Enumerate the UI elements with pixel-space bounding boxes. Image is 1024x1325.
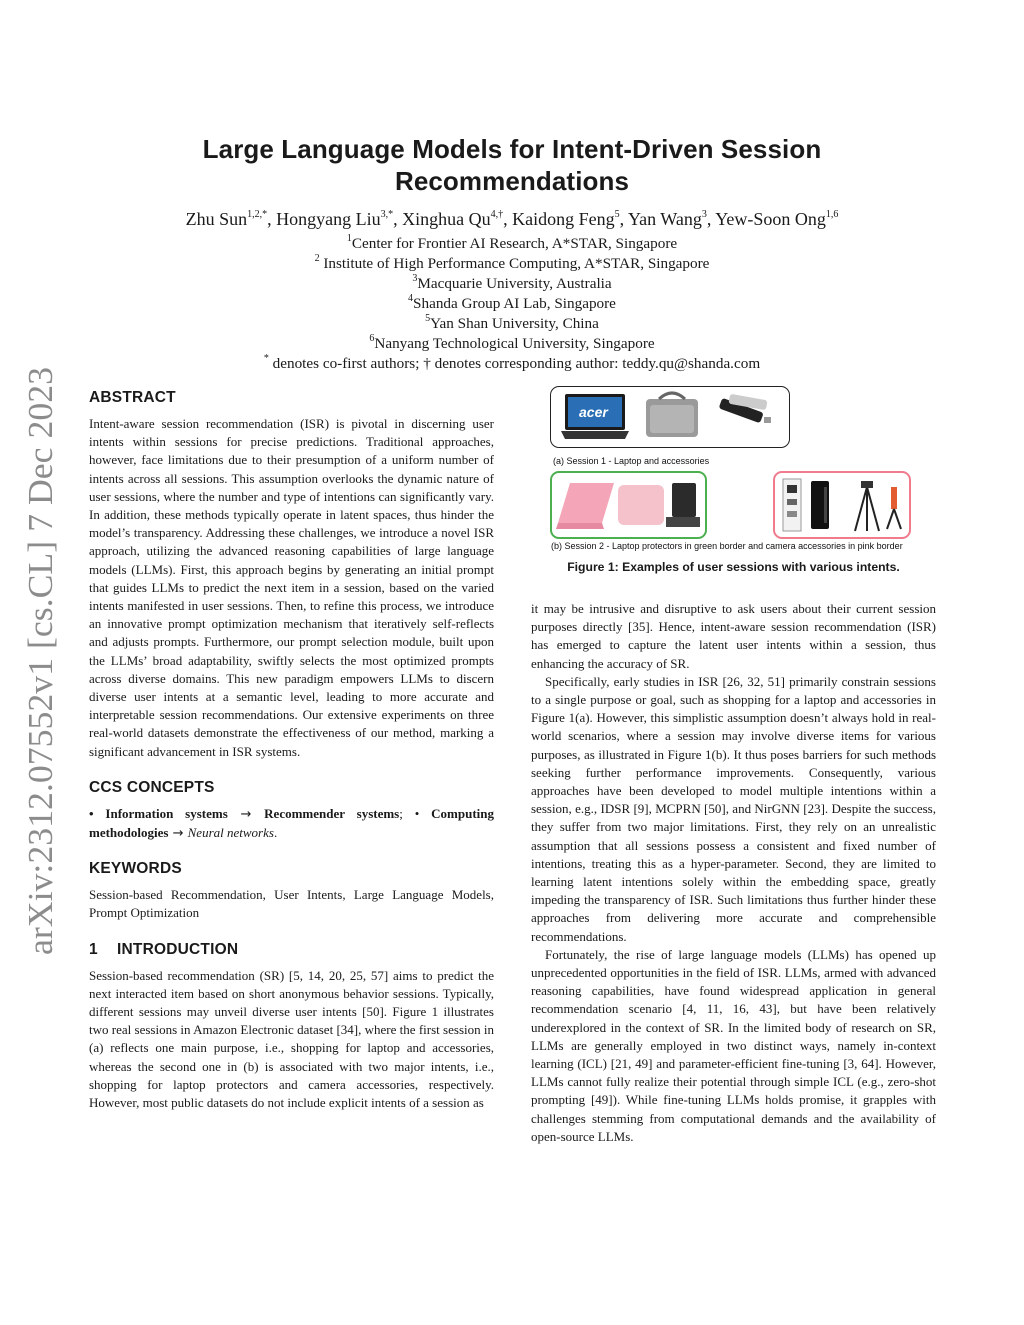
intro-paragraph-2: Specifically, early studies in ISR [26, 32, 51] primarily constrain sessions to a single purpose or goal, such as shopping for a laptop and accessories in Figure 1(a). However, this simplistic assumption doesn’t always hold in real-world scenarios, where a session may involve diverse items for various purposes, as illustrated in Figure 1(b). It thus poses barriers for such methods seeking further performance improvements. Consequently, various approaches have been developed to model multiple intentions within a session, e.g., IDSR [9], MCPRN [50], and NirGNN [23]. Despite the success, they suffer from two major limitations. First, they rely on an unrealistic assumption that all sessions possess a consistent and fixed number of intentions, treating this as a hyper-parameter. Second, they are limited to learning latent intentions solely within the embedding space, greatly impeding the transparency of ISR. Such limitations thus further hinder these approaches from delivering more accurate and comprehensible recommendations. bbox=[531, 673, 936, 944]
affiliation: $^4$Shanda Group AI Lab, Singapore bbox=[408, 292, 616, 312]
affiliation: $^2$ Institute of High Performance Computing, A*STAR, Singapore bbox=[314, 252, 710, 272]
laptop-protectors-panel bbox=[550, 471, 707, 539]
intro-heading: 1 INTRODUCTION bbox=[89, 940, 239, 958]
keywords-heading: KEYWORDS bbox=[89, 860, 182, 878]
keywords-text: Session-based Recommendation, User Intents, Large Language Models, Prompt Optimization bbox=[89, 887, 494, 921]
author-sup: 3 bbox=[701, 209, 707, 220]
author-sup: 1,6 bbox=[825, 209, 839, 220]
affiliation: $^5$Yan Shan University, China bbox=[425, 312, 599, 332]
external-drive-image bbox=[811, 481, 829, 529]
author: Xinghua Qu bbox=[402, 209, 491, 229]
mini-tripod-image bbox=[887, 487, 901, 529]
acer-logo-text: acer bbox=[579, 404, 608, 420]
ccs-concepts: • Information systems → Recommender systems; • Computing methodologies → Neural networks. bbox=[89, 805, 494, 842]
pink-laptop-case-image bbox=[556, 483, 614, 529]
figure-1 bbox=[531, 384, 936, 558]
ccs-heading: CCS CONCEPTS bbox=[89, 778, 215, 796]
session-1-panel bbox=[550, 386, 790, 448]
corresponding-note: * denotes co-first authors; † denotes corresponding author: teddy.qu@shanda.com bbox=[263, 352, 761, 372]
author: Yew-Soon Ong bbox=[715, 209, 826, 229]
affiliation: $^3$Macquarie University, Australia bbox=[412, 272, 612, 292]
affiliation: $^6$Nanyang Technological University, Singapore bbox=[369, 332, 655, 352]
author-sup: 1,2,* bbox=[247, 209, 268, 220]
intro-paragraph-3: Fortunately, the rise of large language models (LLMs) has opened up unprecedented opportunities in the field of ISR. LLMs, armed with advanced reasoning capabilities, have found widespread application in general recommendation scenario [4, 11, 16, 43], but have been relatively underexplored in the context of SR. In the limited body of research on SR, LLMs are generally employed in two distinct ways, namely in-context learning (ICL) [21, 49] and parameter-efficient fine-tuning [3, 64]. However, LLMs cannot fully realize their potential through simple ICL (e.g., zero-shot prompting [49]). While fine-tuning LLMs holds promise, it grapples with challenges stemming from computational demands and the availability of open-source LLMs. bbox=[531, 946, 936, 1144]
intro-paragraph-1-continued: it may be intrusive and disruptive to ask users about their current session purposes directly [35]. Hence, intent-aware session recommendation (ISR) has emerged to capture the latent user intents within a session, thus enhancing the accuracy of SR. bbox=[531, 601, 936, 671]
laptop-bag-image bbox=[646, 393, 698, 437]
affiliation: $^1$Center for Frontier AI Research, A*STAR, Singapore bbox=[346, 232, 678, 252]
author: Kaidong Feng bbox=[512, 209, 615, 229]
author: Hongyang Liu bbox=[276, 209, 381, 229]
author-sup: 4,† bbox=[490, 209, 504, 220]
right-column bbox=[531, 384, 936, 1146]
camera-accessories-panel bbox=[773, 471, 911, 539]
figure-caption: Figure 1: Examples of user sessions with various intents. bbox=[567, 560, 900, 574]
laptop-image bbox=[561, 394, 629, 439]
left-column bbox=[89, 384, 494, 1112]
session-1-caption: (a) Session 1 - Laptop and accessories bbox=[553, 456, 710, 466]
pink-sleeve-image bbox=[618, 485, 664, 525]
author: Yan Wang bbox=[627, 209, 702, 229]
usb-drive-image bbox=[719, 394, 771, 423]
author-list: Zhu Sun$^{1,2,*}$, Hongyang Liu$^{3,*}$, Xinghua $Qu^{4,\dagger}$, Kaidong Feng$^5$, Yan Wang$^3$, Yew-Soon Ong$^{1,6}$ bbox=[185, 209, 839, 229]
abstract-text: Intent-aware session recommendation (ISR) is pivotal in discerning user intents within sessions for precise predictions. Traditional approaches, however, face limitations due to their presumption of a uniform number of intents across all sessions. This assumption overlooks the dynamic nature of user sessions, where the number and type of intentions can significantly vary. In addition, these methods typically operate in latent spaces, thus hinder the model’s transparency. Addressing these challenges, we introduce a novel ISR approach, utilizing the advanced reasoning capabilities of large language models (LLMs). First, this approach begins by generating an initial prompt that guides LLMs to predict the next item in a session, based on the varied intents manifested in user sessions. Then, to refine this process, we introduce an innovative prompt optimization mechanism that iteratively self-reflects and adjusts prompts. Furthermore, our prompt selection module, built upon the LLMs’ broad adaptability, swiftly selects the most optimized prompts across diverse domains. This new paradigm empowers LLMs to discern diverse user intents at a semantic level, leading to more accurate and interpretable session recommendations. Our extensive experiments on three real-world datasets demonstrate the effectiveness of our method, marking a significant advancement in ISR systems. bbox=[89, 416, 494, 759]
intro-paragraph-1: Session-based recommendation (SR) [5, 14, 20, 25, 57] aims to predict the next interacted item based on short anonymous behavior sessions. Typically, different sessions may unveil diverse user intents [50]. Figure 1 illustrates two real sessions in Amazon Electronic dataset [34], where the first session in (a) reflects one main purpose, i.e., shopping for laptop and accessories, whereas the second one in (b) is associated with two major intents, i.e., shopping for laptop protectors and camera accessories, respectively. However, most public datasets do not include explicit intents of a session as bbox=[89, 967, 494, 1111]
paper-title: Large Language Models for Intent-Driven Session Recommendations bbox=[202, 134, 822, 196]
author-sup: 3,* bbox=[380, 209, 394, 220]
camera-product-image bbox=[783, 479, 801, 531]
arxiv-stamp bbox=[20, 365, 60, 955]
arxiv-id: arXiv:2312.07552v1 [cs.CL] 7 Dec 2023 bbox=[21, 379, 60, 955]
abstract-heading: ABSTRACT bbox=[89, 389, 176, 406]
author-sup: 5 bbox=[614, 209, 620, 220]
author: Zhu Sun bbox=[185, 209, 248, 229]
tripod-image bbox=[855, 481, 879, 531]
tablet-keyboard-image bbox=[666, 483, 700, 527]
session-2-caption: (b) Session 2 - Laptop protectors in green border and camera accessories in pink border bbox=[551, 541, 903, 551]
affiliation-list bbox=[60, 234, 964, 374]
